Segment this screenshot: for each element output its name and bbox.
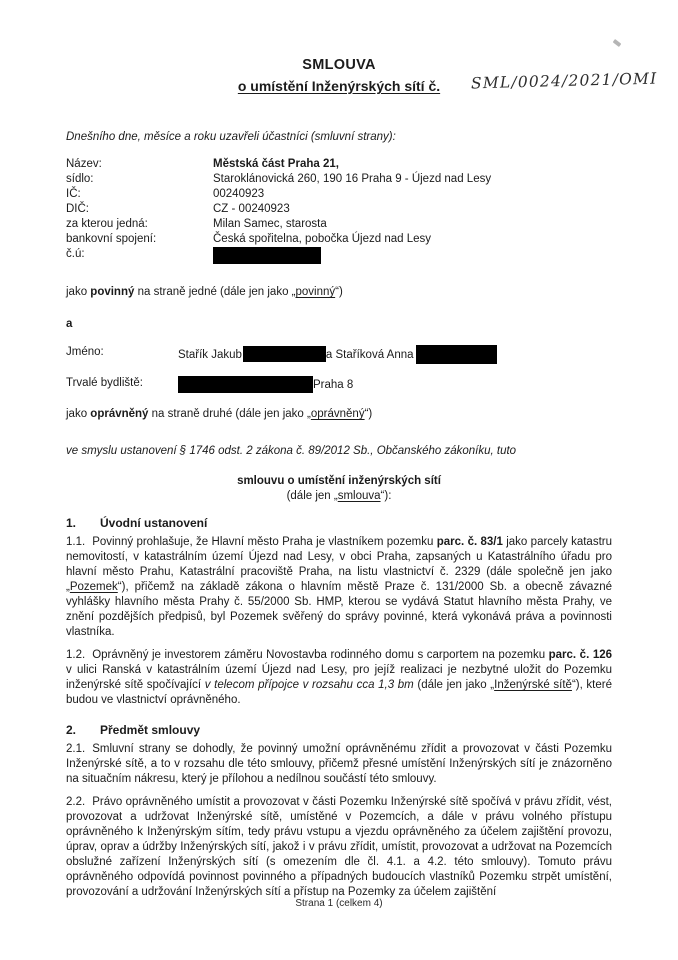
entitled-role-line (66, 407, 612, 422)
field-value: Staroklánovická 260, 190 16 Praha 9 - Újezd nad Lesy (213, 173, 492, 185)
paragraph-2-1 (66, 742, 612, 787)
text-run: “), které budou ve vlastnictví oprávněného. (66, 679, 613, 706)
field-label: Název: (66, 158, 102, 170)
field-label: za kterou jedná: (66, 218, 148, 230)
party-row-account (66, 247, 612, 264)
text-run: povinný (90, 286, 135, 298)
section-number: 1. (66, 516, 77, 530)
field-value: 00240923 (213, 188, 265, 200)
subject-subtitle (66, 489, 612, 504)
text-run: jako (66, 286, 91, 298)
text-run: (dále jen jako „ (413, 679, 495, 691)
subject-title: smlouvu o umístění inženýrských sítí (237, 475, 441, 487)
field-value (213, 247, 612, 264)
obligated-role-line (66, 285, 612, 300)
field-label: bankovní spojení: (66, 233, 157, 245)
entitled-address-row (66, 376, 612, 397)
text-run: na straně druhé (dále jen jako „ (148, 408, 311, 420)
paragraph-number: 1.2. (66, 649, 86, 661)
entitled-name-row (66, 345, 612, 366)
text-run: “) (364, 408, 373, 420)
redaction-bar (416, 345, 497, 364)
text-run: Inženýrské sítě (494, 679, 572, 691)
document-subtitle-row (66, 69, 658, 96)
field-label: IČ: (66, 188, 81, 200)
section-number: 2. (66, 723, 77, 737)
handwritten-contract-number: SML/0024/2021/OMI (470, 69, 658, 93)
text-run: Stařík Jakub (178, 349, 242, 361)
field-value: CZ - 00240923 (213, 203, 290, 215)
party-row-dic (66, 202, 612, 217)
text-run: Právo oprávněného umístit a provozovat v části Pozemku Inženýrské sítě spočívá v právu zřídit, vést, provozovat a udržovat Inženýrské sítě, umístěné v Pozemcích, a dále v právu volného přístupu oprávněného k Inženýrským sítím, tedy právu vstupu a vjezdu oprávněného za účelem zajištění provozu, úprav, oprav a údržby Inženýrských sítí, jakož i v právu zřídit, umístit, provozovat a udržovat na Pozemcích obslužné zařízení Inženýrských sítí (s omezením dle čl. 4.1. a 4.2. této smlouvy). Tomuto právu oprávněného odpovídá povinnost povinného a případných budoucích vlastníků Pozemku strpět umístění, provozování a udržování Inženýrských sítí a přístup na Pozemky za účelem zajištění (66, 796, 612, 898)
text-run: “): (380, 490, 392, 502)
section-1-heading (66, 515, 612, 531)
redaction-bar (243, 346, 326, 362)
text-run: Oprávněný je investorem záměru Novostavba rodinného domu s carportem na pozemku (92, 649, 549, 661)
subject-block (66, 474, 612, 504)
redaction-bar (178, 376, 313, 393)
text-run: Smluvní strany se dohodly, že povinný umožní oprávněnému zřídit a provozovat v části Pozemku Inženýrské sítě, a to v rozsahu dle této smlouvy, přičemž přesné umístění Inženýrských sítí je znázorněno na situačním nákresu, který je přílohou a nedílnou součástí této smlouvy. (66, 743, 612, 785)
party-row-representative (66, 217, 612, 232)
intro-line: Dnešního dne, měsíce a roku uzavřeli účastníci (smluvní strany): (66, 131, 396, 143)
page-footer: Strana 1 (celkem 4) (295, 898, 383, 909)
document-title: SMLOUVA (302, 57, 376, 73)
obligated-party-details (66, 157, 612, 264)
text-run: parc. č. 83/1 (436, 536, 503, 548)
text-run: “) (335, 286, 343, 298)
text-run: a Staříková Anna (325, 349, 414, 361)
section-title: Úvodní ustanovení (100, 516, 208, 530)
field-label: Jméno: (66, 346, 104, 358)
section-title: Předmět smlouvy (100, 723, 201, 737)
field-value: Městská část Praha 21, (213, 158, 339, 170)
section-2-heading (66, 722, 612, 738)
text-run: jako (66, 408, 91, 420)
paragraph-number: 2.2. (66, 796, 86, 808)
text-run: oprávněný (90, 408, 149, 420)
text-run: v ulici Ranská v katastrálním území Újezd nad Lesy, pro jejíž realizaci je nezbytné uložit do Pozemku inženýrské sítě spočívající (66, 664, 612, 691)
paragraph-1-2 (66, 648, 612, 708)
field-label: č.ú: (66, 248, 85, 260)
field-label: Trvalé bydliště: (66, 377, 143, 389)
legal-clause-line: ve smyslu ustanovení § 1746 odst. 2 zákona č. 89/2012 Sb., Občanského zákoníku, tuto (66, 445, 517, 457)
party-row-name (66, 157, 612, 172)
text-run: parc. č. 126 (548, 649, 613, 661)
redaction-bar (213, 247, 321, 264)
text-run: Povinný prohlašuje, že Hlavní město Praha je vlastníkem pozemku (92, 536, 437, 548)
paragraph-1-1 (66, 535, 612, 640)
text-run: oprávněný (310, 408, 365, 420)
field-value (178, 376, 612, 393)
text-run: jako parcely katastru nemovitostí, v katastrálním území Újezd nad Lesy, v obci Praha, zapsaných u Katastrálního úřadu pro hlavní město Prahu, Katastrální pracoviště Praha, na listu vlastnictví č. 2329 (dále společně jen jako „ (66, 536, 612, 593)
text-run: povinný (295, 286, 336, 298)
text-run: na straně jedné (dále jen jako „ (134, 286, 296, 298)
paragraph-2-2 (66, 795, 612, 900)
field-value: Milan Samec, starosta (213, 218, 327, 230)
conjunction-a: a (66, 318, 73, 330)
paragraph-number: 2.1. (66, 743, 86, 755)
field-value (178, 345, 612, 364)
text-run: (dále jen „ (286, 490, 338, 502)
document-subtitle: o umístění Inženýrských sítí č. (237, 78, 441, 94)
party-row-address (66, 172, 612, 187)
party-row-ic (66, 187, 612, 202)
field-value: Česká spořitelna, pobočka Újezd nad Lesy (213, 233, 431, 245)
field-label: DIČ: (66, 203, 89, 215)
text-run: “), přičemž na základě zákona o hlavním městě Praze č. 131/2000 Sb. a obecně závazné vyhlášky hlavního města Prahy č. 55/2000 Sb. HMP, kterou se vydává Statut hlavního města Prahy, ve znění pozdějších předpisů, byl Pozemek svěřený do správy povinné, která vykonává práva a povinnosti vlastníka. (66, 581, 612, 638)
field-label: sídlo: (66, 173, 94, 185)
text-run: Praha 8 (313, 379, 354, 391)
paragraph-number: 1.1. (66, 536, 86, 548)
text-run: Pozemek (69, 581, 118, 593)
text-run: v telecom přípojce v rozsahu cca 1,3 bm (204, 679, 414, 691)
party-row-bank (66, 232, 612, 247)
text-run: smlouva (337, 490, 381, 502)
